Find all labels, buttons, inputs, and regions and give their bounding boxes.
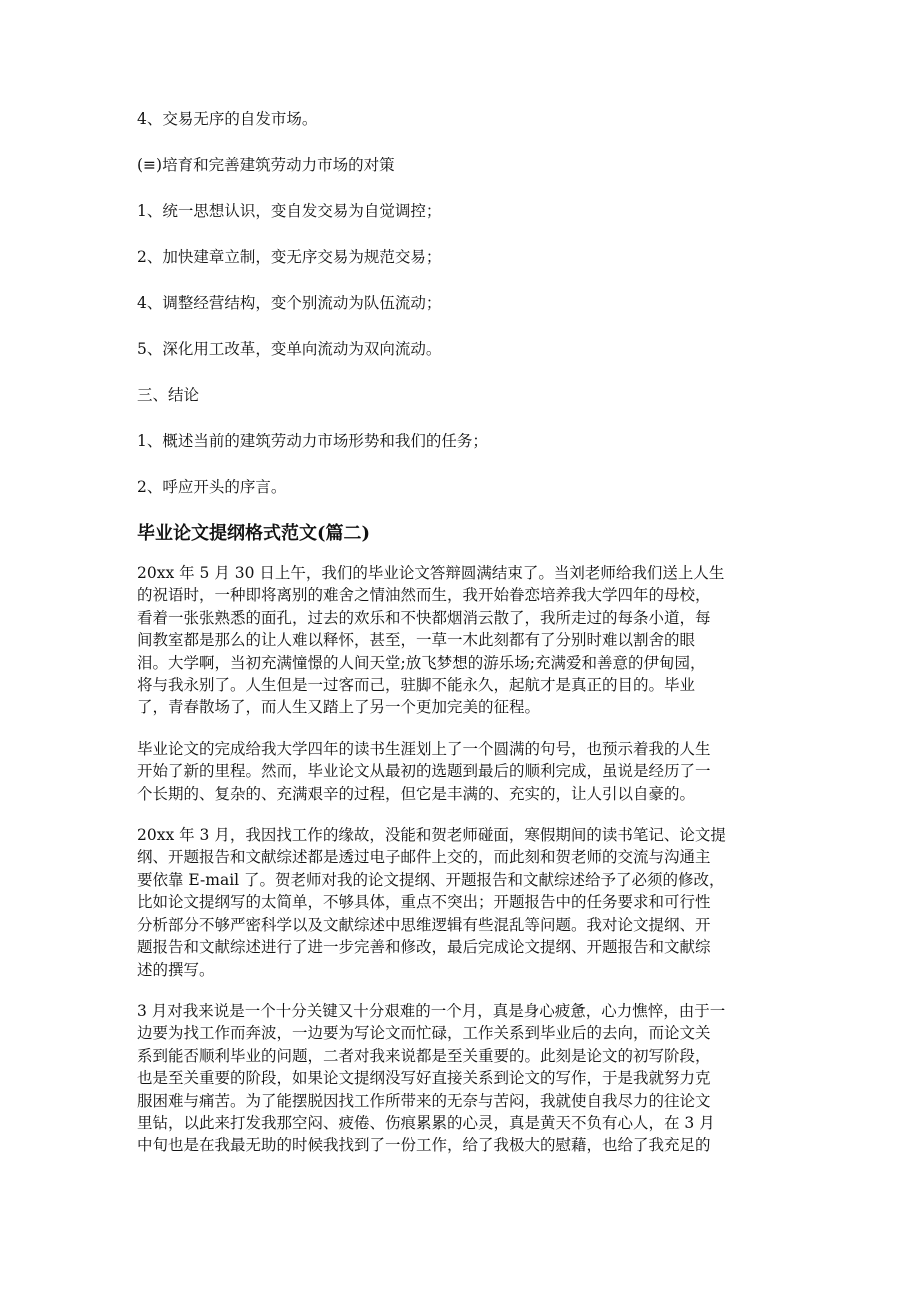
countermeasure-item: 2、加快建章立制，变无序交易为规范交易； (137, 248, 442, 266)
text-line: 20xx 年 5 月 30 日上午，我们的毕业论文答辩圆满结束了。当刘老师给我们送上人生 (137, 564, 725, 582)
text-line: 分析部分不够严密科学以及文献综述中思维逻辑有些混乱等问题。我对论文提纲、开 (137, 915, 711, 934)
countermeasure-item: 5、深化用工改革，变单向流动为双向流动。 (137, 340, 442, 358)
text-line: 的祝语时，一种即将离别的难舍之情油然而生，我开始眷恋培养我大学四年的母校， (137, 586, 711, 605)
outline-item-4: 4、交易无序的自发市场。 (137, 110, 318, 128)
text-line: 也是至关重要的阶段，如果论文提纲没写好直接关系到论文的写作，于是我就努力克 (137, 1069, 711, 1088)
conclusion-item: 1、概述当前的建筑劳动力市场形势和我们的任务； (137, 432, 488, 450)
text-line: 了，青春散场了，而人生又踏上了另一个更加完美的征程。 (137, 698, 541, 717)
text-line: 将与我永别了。人生但是一过客而己，驻脚不能永久，起航才是真正的目的。毕业 (137, 676, 696, 695)
text-line: 述的撰写。 (137, 960, 215, 979)
text-line: 中旬也是在我最无助的时候我找到了一份工作，给了我极大的慰藉，也给了我充足的 (137, 1136, 711, 1155)
text-line: 题报告和文献综述进行了进一步完善和修改，最后完成论文提纲、开题报告和文献综 (137, 938, 711, 957)
text-line: 边要为找工作而奔波，一边要为写论文而忙碌，工作关系到毕业后的去向，而论文关 (137, 1024, 711, 1043)
text-line: 系到能否顺利毕业的问题，二者对我来说都是至关重要的。此刻是论文的初写阶段， (137, 1046, 711, 1065)
text-line: 间教室都是那么的让人难以释怀，甚至，一草一木此刻都有了分别时难以割舍的眼 (137, 631, 696, 650)
text-line: 毕业论文的完成给我大学四年的读书生涯划上了一个圆满的句号，也预示着我的人生 (137, 739, 711, 758)
text-line: 泪。大学啊，当初充满憧憬的人间天堂;放飞梦想的游乐场;充满爱和善意的伊甸园， (137, 653, 706, 672)
text-line: 里钻，以此来打发我那空闷、疲倦、伤痕累累的心灵，真是黄天不负有心人，在 3 月 (137, 1113, 715, 1132)
paragraph-4 (137, 1000, 784, 1157)
text-line: 20xx 年 3 月，我因找工作的缘故，没能和贺老师碰面，寒假期间的读书笔记、论文提 (137, 826, 726, 845)
text-line: 开始了新的里程。然而，毕业论文从最初的选题到最后的顺利完成，虽说是经历了一 (137, 762, 711, 781)
paragraph-3 (137, 824, 784, 981)
text-line: 纲、开题报告和文献综述都是透过电子邮件上交的，而此刻和贺老师的交流与沟通主 (137, 848, 711, 867)
countermeasure-item: 1、统一思想认识，变自发交易为自觉调控； (137, 202, 442, 220)
text-line: 看着一张张熟悉的面孔，过去的欢乐和不快都烟消云散了，我所走过的每条小道，每 (137, 608, 711, 627)
countermeasure-item: 4、调整经营结构，变个别流动为队伍流动； (137, 294, 442, 312)
section-3-heading: (≡)培育和完善建筑劳动力市场的对策 (137, 156, 395, 174)
text-line: 3 月对我来说是一个十分关键又十分艰难的一个月，真是身心疲惫，心力憔悴，由于一 (137, 1001, 726, 1020)
document-page (137, 108, 784, 1176)
article-title: 毕业论文提纲格式范文(篇二) (137, 523, 371, 544)
conclusion-heading: 三、结论 (137, 386, 200, 404)
paragraph-2 (137, 738, 784, 805)
conclusion-item: 2、呼应开头的序言。 (137, 478, 287, 496)
text-line: 比如论文提纲写的太简单，不够具体，重点不突出；开题报告中的任务要求和可行性 (137, 893, 711, 912)
text-line: 要依靠 E-mail 了。贺老师对我的论文提纲、开题报告和文献综述给予了必须的修改， (137, 870, 725, 889)
paragraph-1 (137, 562, 784, 719)
text-line: 服困难与痛苦。为了能摆脱因找工作所带来的无奈与苦闷，我就使自我尽力的往论文 (137, 1091, 711, 1110)
text-line: 个长期的、复杂的、充满艰辛的过程，但它是丰满的、充实的，让人引以自豪的。 (137, 784, 696, 803)
